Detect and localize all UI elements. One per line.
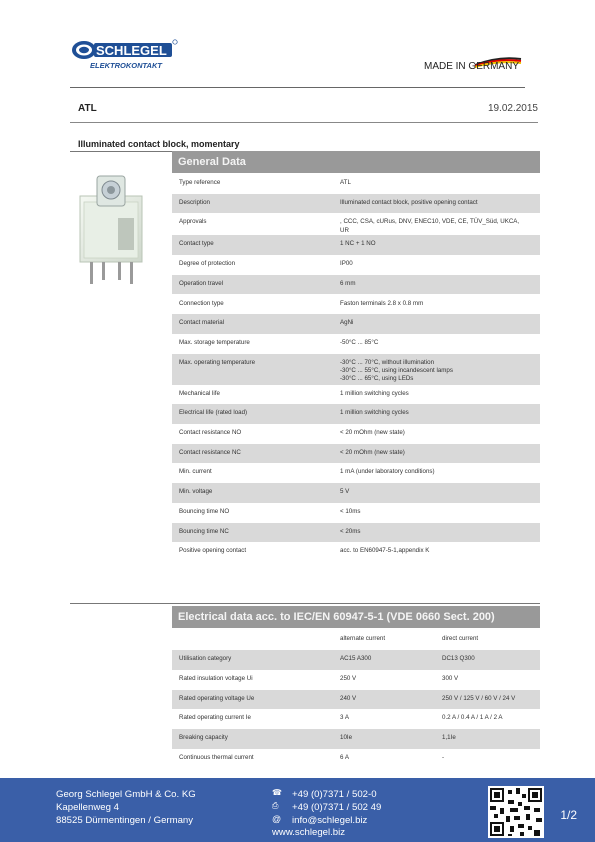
electrical-row — [172, 690, 540, 710]
row-value-line: < 20ms — [340, 527, 361, 535]
row-key: Operation travel — [179, 279, 224, 287]
footer-company: Georg Schlegel GmbH & Co. KG — [56, 789, 196, 800]
row-value-line: Faston terminals 2.8 x 0.8 mm — [340, 299, 424, 307]
document-date: 19.02.2015 — [487, 103, 538, 114]
row-key: Rated operating current Ie — [179, 714, 251, 722]
general-row — [172, 542, 540, 562]
row-key: Max. operating temperature — [179, 358, 256, 366]
row-value-line: ATL — [340, 179, 351, 186]
row-value-line: 1 mA (under laboratory conditions) — [340, 468, 435, 476]
row-value — [340, 339, 378, 347]
row-value — [340, 319, 353, 327]
general-row — [172, 295, 540, 315]
row-dc-value: 250 V / 125 V / 60 V / 24 V — [442, 694, 516, 702]
row-value-line: -30°C ... 65°C, using LEDs — [340, 375, 414, 383]
row-value-line: Illuminated contact block, positive opening contact — [340, 198, 478, 206]
row-key: Contact resistance NO — [179, 429, 242, 436]
fax-icon: ⎙ — [272, 801, 279, 810]
row-value-line: UR — [340, 226, 349, 234]
footer-email[interactable]: info@schlegel.biz — [292, 815, 368, 826]
general-row — [172, 463, 540, 483]
product-title: Illuminated contact block, momentary — [78, 139, 240, 149]
electrical-row — [172, 749, 540, 769]
row-dc-value: 300 V — [442, 674, 459, 682]
row-value — [340, 508, 360, 516]
row-ac-value: 240 V — [340, 694, 357, 702]
row-value — [340, 409, 409, 417]
general-row — [172, 334, 540, 354]
row-value-line: < 20 mOhm (new state) — [340, 448, 405, 456]
row-value-line: < 20 mOhm (new state) — [340, 429, 405, 436]
title-divider — [70, 122, 538, 123]
svg-text:SCHLEGEL: SCHLEGEL — [96, 43, 167, 58]
row-key: Contact material — [179, 319, 225, 327]
row-value-line: , CCC, CSA, cURus, DNV, ENEC10, VDE, CE, TÜV_Süd, UKCA, — [340, 218, 520, 226]
row-value — [340, 359, 453, 384]
schlegel-logo — [70, 37, 180, 73]
footer-city: 88525 Dürmentingen / Germany — [56, 815, 194, 826]
general-row — [172, 483, 540, 503]
row-key: Contact type — [179, 240, 214, 248]
row-value — [340, 280, 355, 288]
row-ac-value: 10Ie — [340, 734, 353, 742]
row-dc-value: 0.2 A / 0.4 A / 1 A / 2 A — [442, 714, 503, 722]
row-key: Rated operating voltage Ue — [179, 694, 255, 702]
row-value-line: acc. to EN60947-5-1,appendix K — [340, 547, 430, 555]
made-in-germany-label: MADE IN GERMANY — [423, 61, 519, 72]
row-key: Contact resistance NC — [179, 448, 241, 456]
col-direct-current: direct current — [442, 635, 479, 642]
product-code: ATL — [78, 103, 97, 114]
general-row — [172, 404, 540, 424]
row-dc-value: - — [442, 754, 445, 761]
general-row — [172, 385, 540, 405]
electrical-row — [172, 709, 540, 729]
general-row — [172, 194, 540, 214]
row-key: Bouncing time NC — [179, 527, 229, 535]
footer-web[interactable]: www.schlegel.biz — [272, 827, 346, 838]
general-row — [172, 424, 540, 444]
row-ac-value: 6 A — [340, 754, 349, 761]
electrical-row — [172, 729, 540, 749]
row-value — [340, 240, 376, 248]
row-value-line: 6 mm — [340, 279, 356, 287]
footer-phone[interactable]: +49 (0)7371 / 502-0 — [292, 789, 377, 800]
row-key: Positive opening contact — [179, 547, 247, 555]
row-value-line: -50°C ... 85°C — [340, 338, 379, 346]
row-ac-value: AC15 A300 — [340, 655, 372, 662]
row-ac-value: 3 A — [340, 714, 349, 722]
general-row — [172, 235, 540, 255]
general-row — [172, 523, 540, 543]
row-key: Bouncing time NO — [179, 507, 230, 515]
row-key: Rated insulation voltage Ui — [179, 674, 253, 682]
row-value — [340, 449, 405, 457]
electrical-row — [172, 670, 540, 690]
col-alternate-current: alternate current — [340, 635, 386, 642]
general-row — [172, 275, 540, 295]
general-row — [172, 444, 540, 464]
general-row — [172, 354, 540, 385]
email-icon: @ — [272, 814, 282, 824]
row-value-line: 1 million switching cycles — [340, 389, 409, 397]
header-divider — [70, 87, 525, 88]
page-number: 1/2 — [560, 808, 577, 822]
row-key: Description — [179, 198, 210, 206]
general-row — [172, 314, 540, 334]
electrical-data-heading: Electrical data acc. to IEC/EN 60947-5-1 (VDE 0660 Sect. 200) — [172, 606, 540, 628]
footer-fax: +49 (0)7371 / 502 49 — [292, 802, 382, 813]
row-value — [340, 179, 351, 187]
row-value-line: 1 NC + 1 NO — [340, 240, 376, 248]
row-key: Type reference — [179, 179, 221, 186]
general-row — [172, 213, 540, 235]
row-value — [340, 547, 429, 555]
general-data-heading: General Data — [172, 151, 540, 173]
row-ac-value: 250 V — [340, 674, 357, 682]
footer-street: Kapellenweg 4 — [56, 802, 119, 813]
electrical-row — [172, 650, 540, 670]
row-value-line: < 10ms — [340, 507, 361, 515]
row-dc-value: DC13 Q300 — [442, 655, 475, 662]
row-key: Mechanical life — [179, 389, 220, 397]
row-key: Breaking capacity — [179, 734, 228, 742]
row-key: Utilisation category — [179, 655, 232, 662]
row-value — [340, 300, 423, 308]
row-value-line: AgNi — [340, 319, 354, 327]
general-row — [172, 174, 540, 194]
row-value-line: -30°C ... 70°C, without illumination — [340, 358, 435, 366]
general-row — [172, 503, 540, 523]
row-value — [340, 390, 409, 398]
row-value — [340, 218, 519, 235]
row-value — [340, 468, 435, 476]
row-value-line: IP00 — [340, 260, 353, 268]
row-value-line: -30°C ... 55°C, using incandescent lamps — [340, 367, 453, 374]
electrical-section-line — [70, 603, 540, 604]
row-key: Electrical life (rated load) — [179, 409, 248, 417]
electrical-column-headers — [172, 630, 540, 648]
row-dc-value: 1,1Ie — [442, 734, 456, 742]
general-row — [172, 255, 540, 275]
row-key: Connection type — [179, 299, 224, 307]
row-value — [340, 199, 478, 207]
qr-code[interactable] — [488, 786, 544, 838]
row-key: Degree of protection — [179, 260, 236, 268]
row-value-line: 5 V — [340, 488, 350, 496]
row-key: Min. voltage — [179, 488, 213, 496]
row-value — [340, 528, 360, 536]
row-key: Max. storage temperature — [179, 338, 250, 346]
row-value — [340, 429, 405, 437]
svg-text:ELEKTROKONTAKT: ELEKTROKONTAKT — [90, 61, 162, 70]
row-key: Continuous thermal current — [179, 754, 254, 761]
row-value — [340, 260, 353, 268]
row-value — [340, 488, 349, 496]
phone-icon: ☎ — [272, 788, 282, 797]
row-value-line: 1 million switching cycles — [340, 409, 409, 417]
contact-block-photo — [70, 172, 152, 290]
row-key: Approvals — [179, 218, 207, 226]
row-key: Min. current — [179, 468, 212, 476]
